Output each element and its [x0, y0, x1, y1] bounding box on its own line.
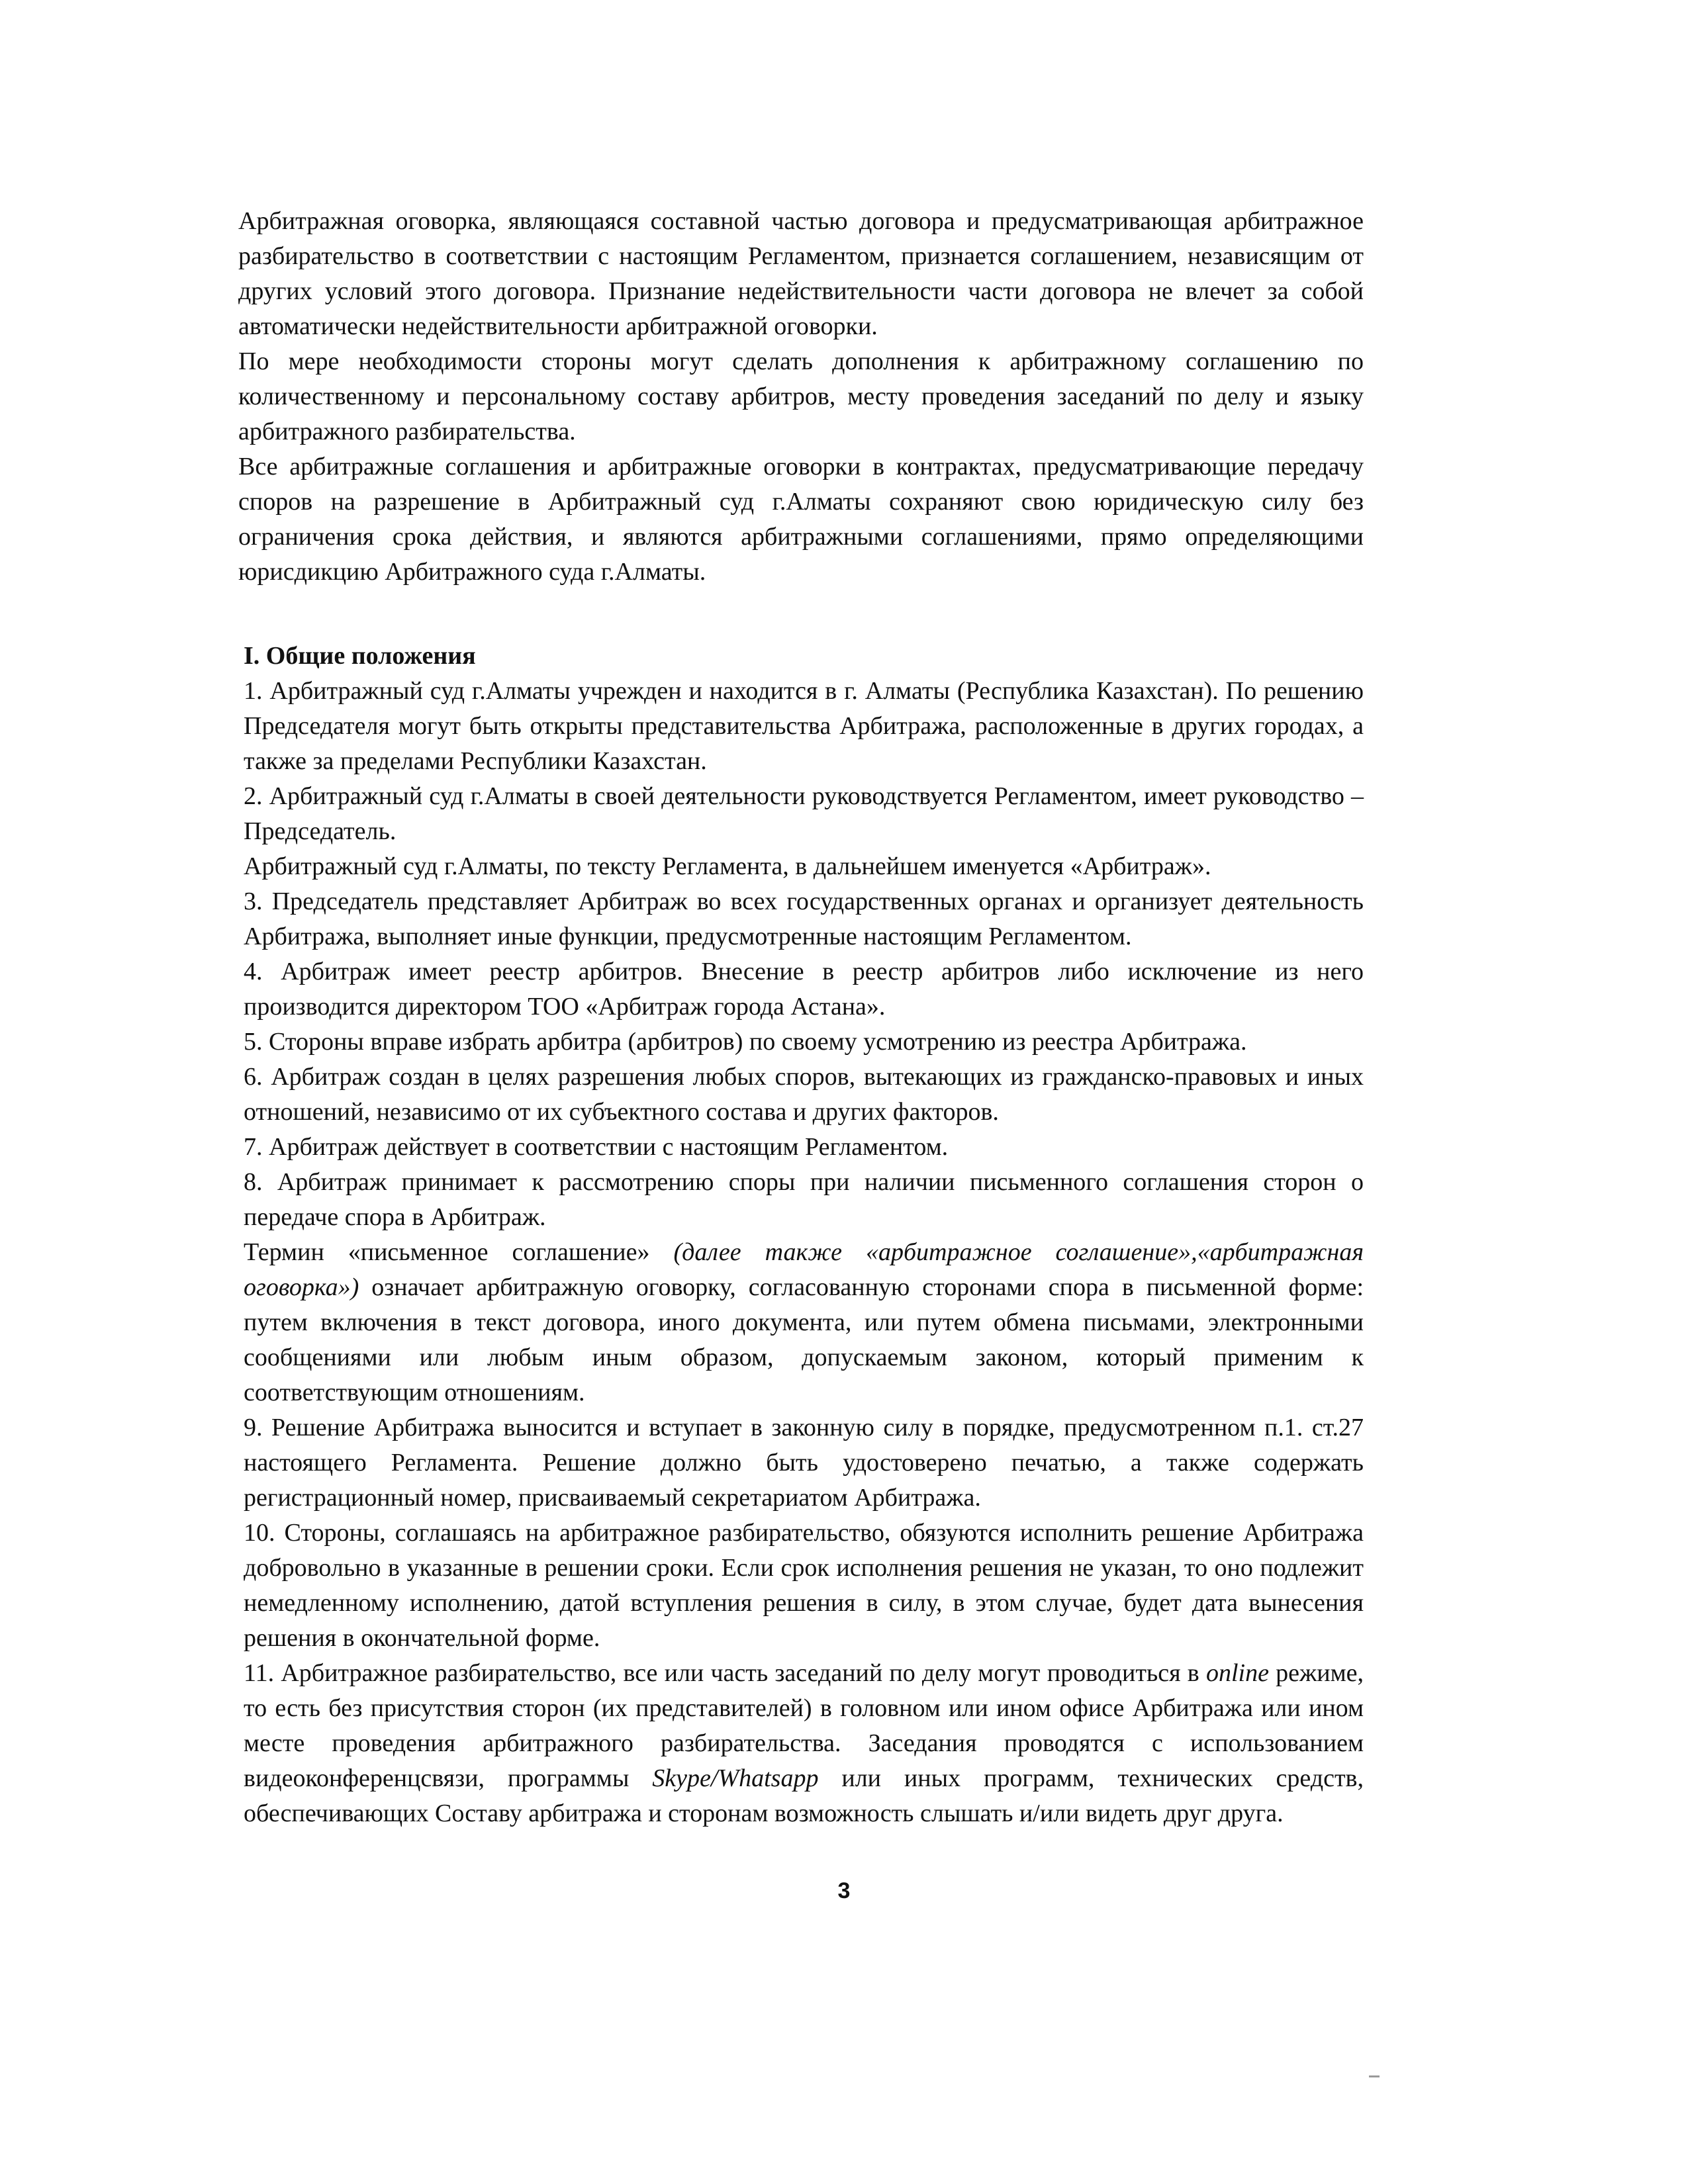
preamble-paragraph-2: По мере необходимости стороны могут сделать дополнения к арбитражному соглашению по количественному и персональному составу арбитров, месту проведения заседаний по делу и языку арбитражного разбирательства.: [238, 347, 1364, 445]
term-text-b: означает арбитражную оговорку, согласованную сторонами спора в письменной форме: путем включения в текст договора, иного документа, или путем обмена письмами, электронными сообщениями или любым иным образом, допускаемым законом, который применим к соответствующим отношениям.: [244, 1273, 1364, 1406]
preamble-paragraph-3: Все арбитражные соглашения и арбитражные оговорки в контрактах, предусматривающие передачу споров на разрешение в Арбитражный суд г.Алматы сохраняют свою юридическую силу без ограничения срока действия, и являются арбитражными соглашениями, прямо определяющими юрисдикцию Арбитражного суда г.Алматы.: [238, 453, 1364, 586]
clause-4: 4. Арбитраж имеет реестр арбитров. Внесение в реестр арбитров либо исключение из него производится директором ТОО «Арбитраж города Астана».: [244, 958, 1364, 1021]
clause-2-note: Арбитражный суд г.Алматы, по тексту Регламента, в дальнейшем именуется «Арбитраж».: [244, 852, 1211, 880]
clause-2: 2. Арбитражный суд г.Алматы в своей деятельности руководствуется Регламентом, имеет руководство – Председатель.: [244, 782, 1364, 845]
clause-7: 7. Арбитраж действует в соответствии с настоящим Регламентом.: [244, 1133, 949, 1161]
term-text-a: Термин «письменное соглашение»: [244, 1238, 674, 1266]
clause-8-term-definition: [244, 1235, 1364, 1410]
clause-11-text-c: или иных программ, технических средств, обеспечивающих Составу арбитража и сторонам возможность слышать и/или видеть друг друга.: [244, 1764, 1364, 1827]
clause-6: 6. Арбитраж создан в целях разрешения любых споров, вытекающих из гражданско-правовых и иных отношений, независимо от их субъектного состава и других факторов.: [244, 1063, 1364, 1126]
scan-artifact: [1369, 2075, 1380, 2077]
term-italic-note: (далее также «арбитражное соглашение»,«арбитражная оговорка»): [244, 1238, 1364, 1301]
section-heading: I. Общие положения: [244, 642, 476, 670]
clause-11-text-a: 11. Арбитражное разбирательство, все или часть заседаний по делу могут проводиться в: [244, 1659, 1206, 1687]
preamble-block: [238, 204, 1364, 590]
clause-11: [244, 1656, 1364, 1831]
clause-11-text-b: режиме, то есть без присутствия сторон (их представителей) в головном или ином офисе Арбитража или ином месте проведения арбитражного разбирательства. Заседания проводятся с использованием видеоконференцсвязи, программы: [244, 1659, 1364, 1792]
page-number: 3: [837, 1878, 851, 1903]
general-provisions-section: [244, 639, 1364, 1831]
clause-1: 1. Арбитражный суд г.Алматы учрежден и находится в г. Алматы (Республика Казахстан). По решению Председателя могут быть открыты представительства Арбитража, расположенные в других городах, а также за пределами Республики Казахстан.: [244, 677, 1364, 775]
clause-11-apps: Skype/Whatsapp: [652, 1764, 819, 1792]
clause-11-online: online: [1205, 1659, 1269, 1687]
clause-5: 5. Стороны вправе избрать арбитра (арбитров) по своему усмотрению из реестра Арбитража.: [244, 1028, 1247, 1056]
clause-9: 9. Решение Арбитража выносится и вступает в законную силу в порядке, предусмотренном п.1. ст.27 настоящего Регламента. Решение должно быть удостоверено печатью, а также содержать регистрационный номер, присваиваемый секретариатом Арбитража.: [244, 1414, 1364, 1512]
clause-8: 8. Арбитраж принимает к рассмотрению споры при наличии письменного соглашения сторон о передаче спора в Арбитраж.: [244, 1168, 1364, 1231]
clause-10: 10. Стороны, соглашаясь на арбитражное разбирательство, обязуются исполнить решение Арбитража добровольно в указанные в решении сроки. Если срок исполнения решения не указан, то оно подлежит немедленному исполнению, датой вступления решения в силу, в этом случае, будет дата вынесения решения в окончательной форме.: [244, 1519, 1364, 1652]
clause-3: 3. Председатель представляет Арбитраж во всех государственных органах и организует деятельность Арбитража, выполняет иные функции, предусмотренные настоящим Регламентом.: [244, 887, 1364, 950]
preamble-paragraph-1: Арбитражная оговорка, являющаяся составной частью договора и предусматривающая арбитражное разбирательство в соответствии с настоящим Регламентом, признается соглашением, независящим от других условий этого договора. Признание недействительности части договора не влечет за собой автоматически недействительности арбитражной оговорки.: [238, 207, 1364, 340]
